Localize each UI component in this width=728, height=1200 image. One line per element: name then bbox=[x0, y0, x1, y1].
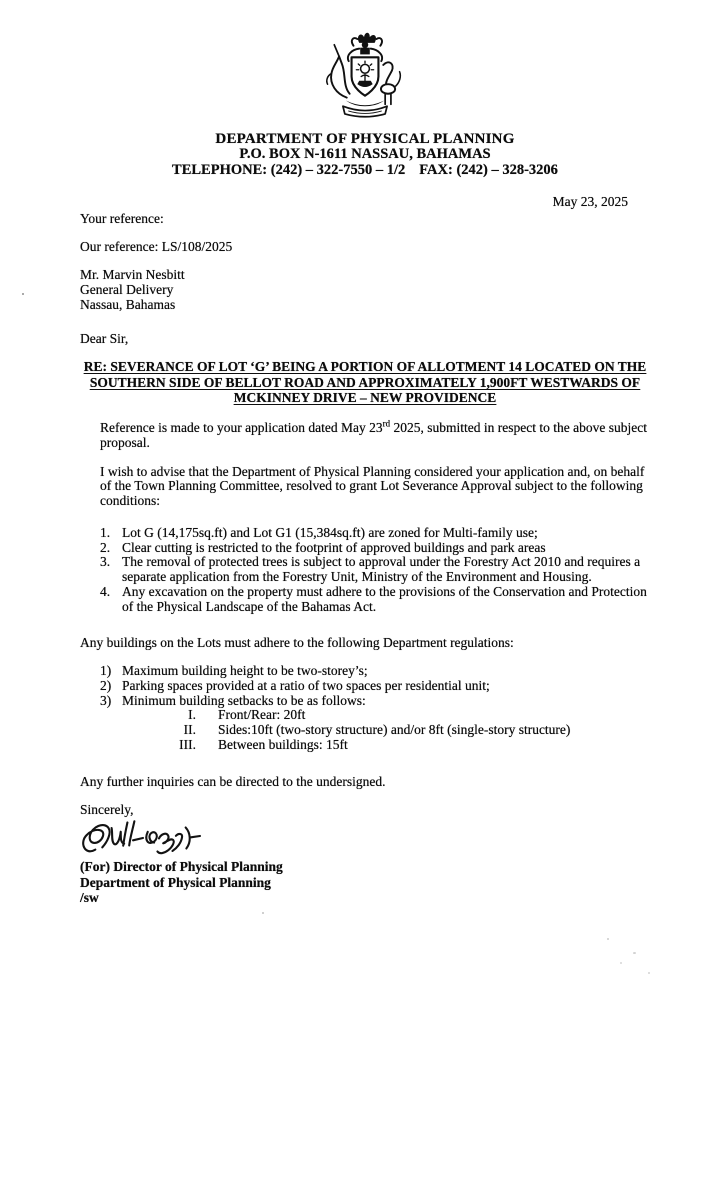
regulation-text: Minimum building setbacks to be as follows: bbox=[122, 692, 366, 708]
ordinal-superscript: rd bbox=[382, 418, 391, 429]
regulations-list bbox=[100, 664, 652, 752]
condition-text: Lot G (14,175sq.ft) and Lot G1 (15,384sq.ft) are zoned for Multi-family use; bbox=[122, 524, 538, 540]
regulation-number: 1) bbox=[100, 663, 112, 679]
condition-number: 3. bbox=[100, 554, 111, 570]
condition-number: 2. bbox=[100, 539, 111, 555]
setback-numeral: II. bbox=[183, 722, 196, 738]
scan-artifact bbox=[22, 293, 24, 295]
condition-text: Any excavation on the property must adhere to the provisions of the Conservation and Protection of the Physical Landscape of the Bahamas Act. bbox=[122, 583, 647, 614]
regulations-intro: Any buildings on the Lots must adhere to the following Department regulations: bbox=[80, 635, 514, 651]
letterhead-department: DEPARTMENT OF PHYSICAL PLANNING bbox=[215, 131, 515, 147]
paragraph-advice: I wish to advise that the Department of Physical Planning considered your application and, on behalf of the Town Planning Committee, resolved to grant Lot Severance Approval subject to the following conditions: bbox=[100, 463, 645, 509]
regulation-text: Parking spaces provided at a ratio of two spaces per residential unit; bbox=[122, 677, 490, 693]
condition-text: The removal of protected trees is subject to approval under the Forestry Act 2010 and requires a separate application from the Forestry Unit, Ministry of the Environment and Housing. bbox=[122, 554, 641, 585]
paragraph-reference-text-cont: 2025, submitted in respect to the above subject proposal. bbox=[100, 420, 647, 450]
handwritten-signature bbox=[78, 818, 650, 860]
setback-item bbox=[168, 723, 652, 738]
condition-text: Clear cutting is restricted to the footprint of approved buildings and park areas bbox=[122, 539, 546, 555]
setback-numeral: III. bbox=[179, 736, 196, 752]
sincerely-line: Sincerely, bbox=[80, 802, 134, 818]
scan-artifact bbox=[620, 962, 622, 964]
regulation-text: Maximum building height to be two-storey’s; bbox=[122, 663, 368, 679]
bahamas-coat-of-arms-icon bbox=[317, 30, 413, 127]
letterhead bbox=[80, 30, 650, 178]
condition-item bbox=[100, 526, 652, 541]
setbacks-sublist bbox=[168, 708, 652, 752]
recipient-address-line1: General Delivery bbox=[80, 281, 174, 297]
letter-date: May 23, 2025 bbox=[552, 194, 628, 209]
inquiries-line: Any further inquiries can be directed to the undersigned. bbox=[80, 774, 386, 790]
recipient-name: Mr. Marvin Nesbitt bbox=[80, 267, 185, 282]
condition-item bbox=[100, 585, 652, 614]
scan-artifact bbox=[648, 972, 650, 974]
regulation-number: 2) bbox=[100, 677, 112, 693]
regulation-item bbox=[100, 694, 652, 709]
condition-number: 4. bbox=[100, 583, 111, 599]
your-reference-label: Your reference: bbox=[80, 211, 164, 226]
our-reference-label: Our reference: bbox=[80, 239, 159, 254]
typist-initials: /sw bbox=[80, 889, 99, 905]
subject-heading bbox=[80, 359, 650, 405]
subject-line-1: RE: SEVERANCE OF LOT ‘G’ BEING A PORTION OF ALLOTMENT 14 LOCATED ON THE bbox=[83, 359, 647, 375]
condition-item bbox=[100, 555, 652, 584]
scan-artifact bbox=[262, 912, 264, 914]
regulation-number: 3) bbox=[100, 692, 112, 708]
signer-for-line: (For) Director of Physical Planning bbox=[80, 859, 283, 875]
our-reference bbox=[80, 239, 650, 254]
scan-artifact bbox=[607, 938, 609, 940]
regulation-item bbox=[100, 679, 652, 694]
our-reference-value: LS/108/2025 bbox=[161, 239, 233, 254]
setback-item bbox=[168, 708, 652, 723]
salutation: Dear Sir, bbox=[80, 331, 129, 347]
letterhead-po-box: P.O. BOX N-1611 NASSAU, BAHAMAS bbox=[239, 146, 491, 162]
regulation-item bbox=[100, 664, 652, 679]
setback-text: Sides:10ft (two-story structure) and/or 8ft (single-story structure) bbox=[218, 722, 571, 738]
signature-block bbox=[80, 859, 650, 905]
signer-department-line: Department of Physical Planning bbox=[80, 874, 271, 890]
scan-artifact bbox=[633, 952, 636, 954]
condition-item bbox=[100, 541, 652, 556]
recipient-address-line2: Nassau, Bahamas bbox=[80, 296, 176, 312]
letterhead-telephone: TELEPHONE: (242) – 322-7550 – 1/2 bbox=[172, 161, 406, 178]
subject-line-3: MCKINNEY DRIVE – NEW PROVIDENCE bbox=[233, 389, 497, 405]
paragraph-reference-text: Reference is made to your application dated May 23 bbox=[100, 420, 383, 435]
setback-numeral: I. bbox=[188, 707, 196, 723]
paragraph-reference bbox=[100, 418, 652, 451]
setback-text: Between buildings: 15ft bbox=[218, 736, 348, 752]
setback-text: Front/Rear: 20ft bbox=[218, 707, 306, 723]
recipient-address-block bbox=[80, 268, 650, 312]
letterhead-fax: FAX: (242) – 328-3206 bbox=[419, 161, 558, 178]
conditions-list bbox=[100, 526, 652, 614]
condition-number: 1. bbox=[100, 524, 111, 540]
subject-line-2: SOUTHERN SIDE OF BELLOT ROAD AND APPROXIMATELY 1,900FT WESTWARDS OF bbox=[89, 374, 641, 390]
letterhead-contact bbox=[80, 163, 650, 179]
setback-item bbox=[168, 738, 652, 753]
